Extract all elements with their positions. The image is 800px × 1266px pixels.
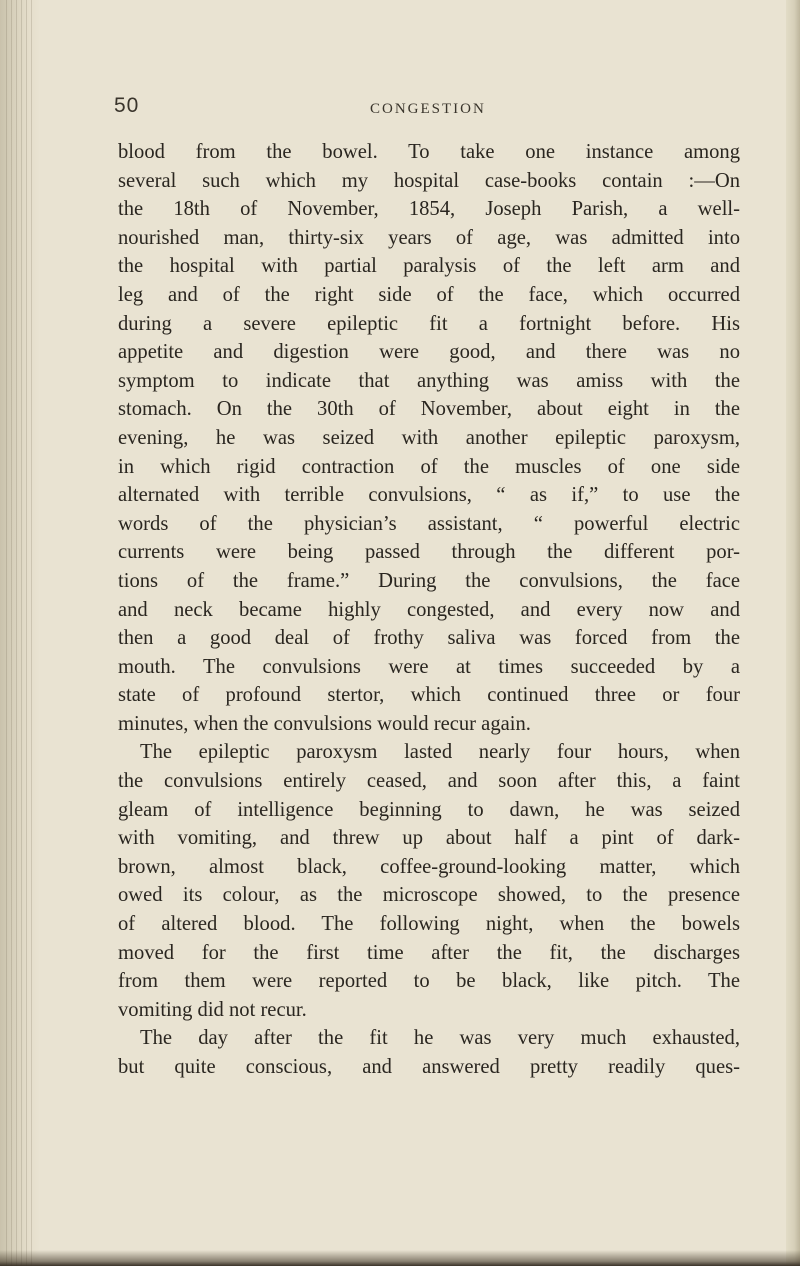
text-line: of altered blood. The following night, when the bowels (118, 913, 740, 936)
text-line: state of profound stertor, which continued three or four (118, 684, 740, 707)
text-line: moved for the first time after the fit, the discharges (118, 941, 740, 964)
page-right-edge (786, 0, 800, 1266)
text-line: appetite and digestion were good, and there was no (118, 341, 740, 364)
text-line: blood from the bowel. To take one instance among (118, 141, 740, 163)
text-line: and neck became highly congested, and every now and (118, 598, 740, 621)
book-gutter-lines (6, 0, 34, 1266)
text-line: the 18th of November, 1854, Joseph Parish, a well- (118, 198, 740, 221)
text-line: several such which my hospital case-books contain :—On (118, 169, 740, 192)
text-line: the hospital with partial paralysis of the left arm and (118, 255, 740, 278)
text-line: evening, he was seized with another epileptic paroxysm, (118, 426, 740, 449)
running-head: CONGESTION (370, 101, 486, 117)
text-line: leg and of the right side of the face, which occurred (118, 283, 740, 306)
text-line: owed its colour, as the microscope showed, to the presence (118, 884, 740, 907)
text-line: mouth. The convulsions were at times succeeded by a (118, 655, 740, 678)
text-line: the convulsions entirely ceased, and soon after this, a faint (118, 770, 740, 793)
text-line: The day after the fit he was very much exhausted, (140, 1027, 740, 1050)
text-line: then a good deal of frothy saliva was forced from the (118, 627, 740, 650)
text-line: vomiting did not recur. (118, 998, 307, 1021)
text-line: in which rigid contraction of the muscles of one side (118, 455, 740, 478)
page-number: 50 (114, 94, 140, 117)
text-line: words of the physician’s assistant, “ powerful electric (118, 512, 740, 535)
text-line: tions of the frame.” During the convulsions, the face (118, 569, 740, 592)
text-line: brown, almost black, coffee-ground-looking matter, which (118, 855, 740, 878)
page-bottom-shadow (0, 1250, 800, 1266)
text-line: during a severe epileptic fit a fortnight before. His (118, 312, 740, 335)
text-line: from them were reported to be black, like pitch. The (118, 970, 740, 993)
text-line: with vomiting, and threw up about half a pint of dark- (118, 827, 740, 850)
body-text (118, 138, 740, 1082)
text-line: alternated with terrible convulsions, “ as if,” to use the (118, 484, 740, 507)
text-line: symptom to indicate that anything was amiss with the (118, 369, 740, 392)
text-line: stomach. On the 30th of November, about eight in the (118, 398, 740, 421)
text-line: minutes, when the convulsions would recur again. (118, 712, 531, 735)
text-line: gleam of intelligence beginning to dawn, he was seized (118, 798, 740, 821)
text-line: The epileptic paroxysm lasted nearly four hours, when (140, 741, 740, 764)
text-line: currents were being passed through the different por- (118, 541, 740, 564)
text-line: but quite conscious, and answered pretty readily ques- (118, 1056, 740, 1078)
text-line: nourished man, thirty-six years of age, was admitted into (118, 226, 740, 249)
